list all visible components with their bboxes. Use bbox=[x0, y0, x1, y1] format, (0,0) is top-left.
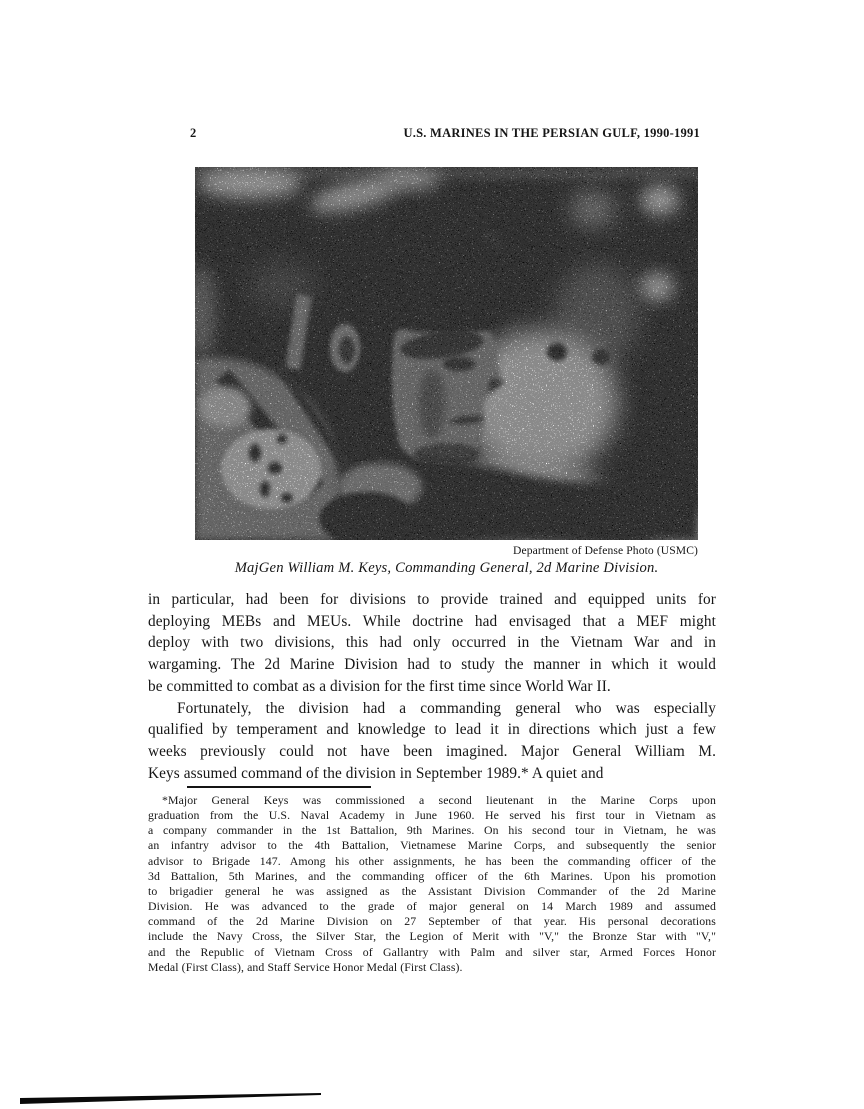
body-line: in particular, had been for divisions to provide trained and equipped units for bbox=[148, 591, 716, 608]
running-header: U.S. MARINES IN THE PERSIAN GULF, 1990-1991 bbox=[403, 126, 700, 140]
footnote-line: Division. He was advanced to the grade of major general on 14 March 1989 and assumed bbox=[148, 899, 716, 914]
photo-credit: Department of Defense Photo (USMC) bbox=[513, 544, 698, 557]
footnote-line: graduation from the U.S. Naval Academy in June 1960. He served his first tour in Vietnam as bbox=[148, 808, 716, 823]
footnote-line: to brigadier general he was assigned as the Assistant Division Commander of the 2d Marine bbox=[148, 883, 716, 898]
footnote-line: command of the 2d Marine Division on 27 September of that year. His personal decorations bbox=[148, 914, 716, 929]
body-line: deploying MEBs and MEUs. While doctrine had envisaged that a MEF might bbox=[148, 612, 716, 630]
footnote-separator-rule bbox=[187, 786, 371, 788]
body-line: Keys assumed command of the division in September 1989.* A quiet and bbox=[148, 764, 604, 782]
paragraph bbox=[148, 698, 716, 785]
body-line: wargaming. The 2d Marine Division had to study the manner in which it would bbox=[148, 656, 716, 674]
footnote-line: a company commander in the 1st Battalion, 9th Marines. On his second tour in Vietnam, he was bbox=[148, 823, 716, 838]
footnote-text bbox=[148, 793, 716, 975]
body-line: qualified by temperament and knowledge to lead it in directions which just a few bbox=[148, 721, 716, 739]
paragraph bbox=[148, 589, 716, 698]
photo-image bbox=[195, 167, 698, 540]
body-line: weeks previously could not have been imagined. Major General William M. bbox=[148, 742, 716, 760]
body-line: deploy with two divisions, this had only occurred in the Vietnam War and in bbox=[148, 634, 716, 652]
footnote-line: an infantry advisor to the 4th Battalion, Vietnamese Marine Corps, and subsequently the senior bbox=[148, 838, 716, 853]
photo-caption: MajGen William M. Keys, Commanding General, 2d Marine Division. bbox=[234, 560, 659, 576]
bottom-rule bbox=[19, 1091, 325, 1107]
grain-black bbox=[195, 167, 698, 540]
body-line: Fortunately, the division had a commanding general who was especially bbox=[177, 699, 716, 717]
footnote-line: 3d Battalion, 5th Marines, and the commanding officer of the 6th Marines. Upon his promotion bbox=[148, 868, 716, 883]
footnote-line: *Major General Keys was commissioned a second lieutenant in the Marine Corps upon bbox=[162, 793, 716, 807]
body-text bbox=[148, 589, 716, 784]
body-line: be committed to combat as a division for the first time since World War II. bbox=[148, 677, 611, 695]
page-number: 2 bbox=[190, 126, 197, 140]
photo-majgen-keys bbox=[195, 167, 698, 540]
footnote-line: include the Navy Cross, the Silver Star, the Legion of Merit with "V," the Bronze Star with "V," bbox=[148, 929, 716, 944]
footnote-line: and the Republic of Vietnam Cross of Gallantry with Palm and silver star, Armed Forces Honor bbox=[148, 944, 716, 959]
footnote-line: advisor to Brigade 147. Among his other assignments, he has been the commanding officer of the bbox=[148, 853, 716, 868]
page-header bbox=[190, 126, 700, 141]
footnote-line: Medal (First Class), and Staff Service Honor Medal (First Class). bbox=[148, 959, 463, 974]
